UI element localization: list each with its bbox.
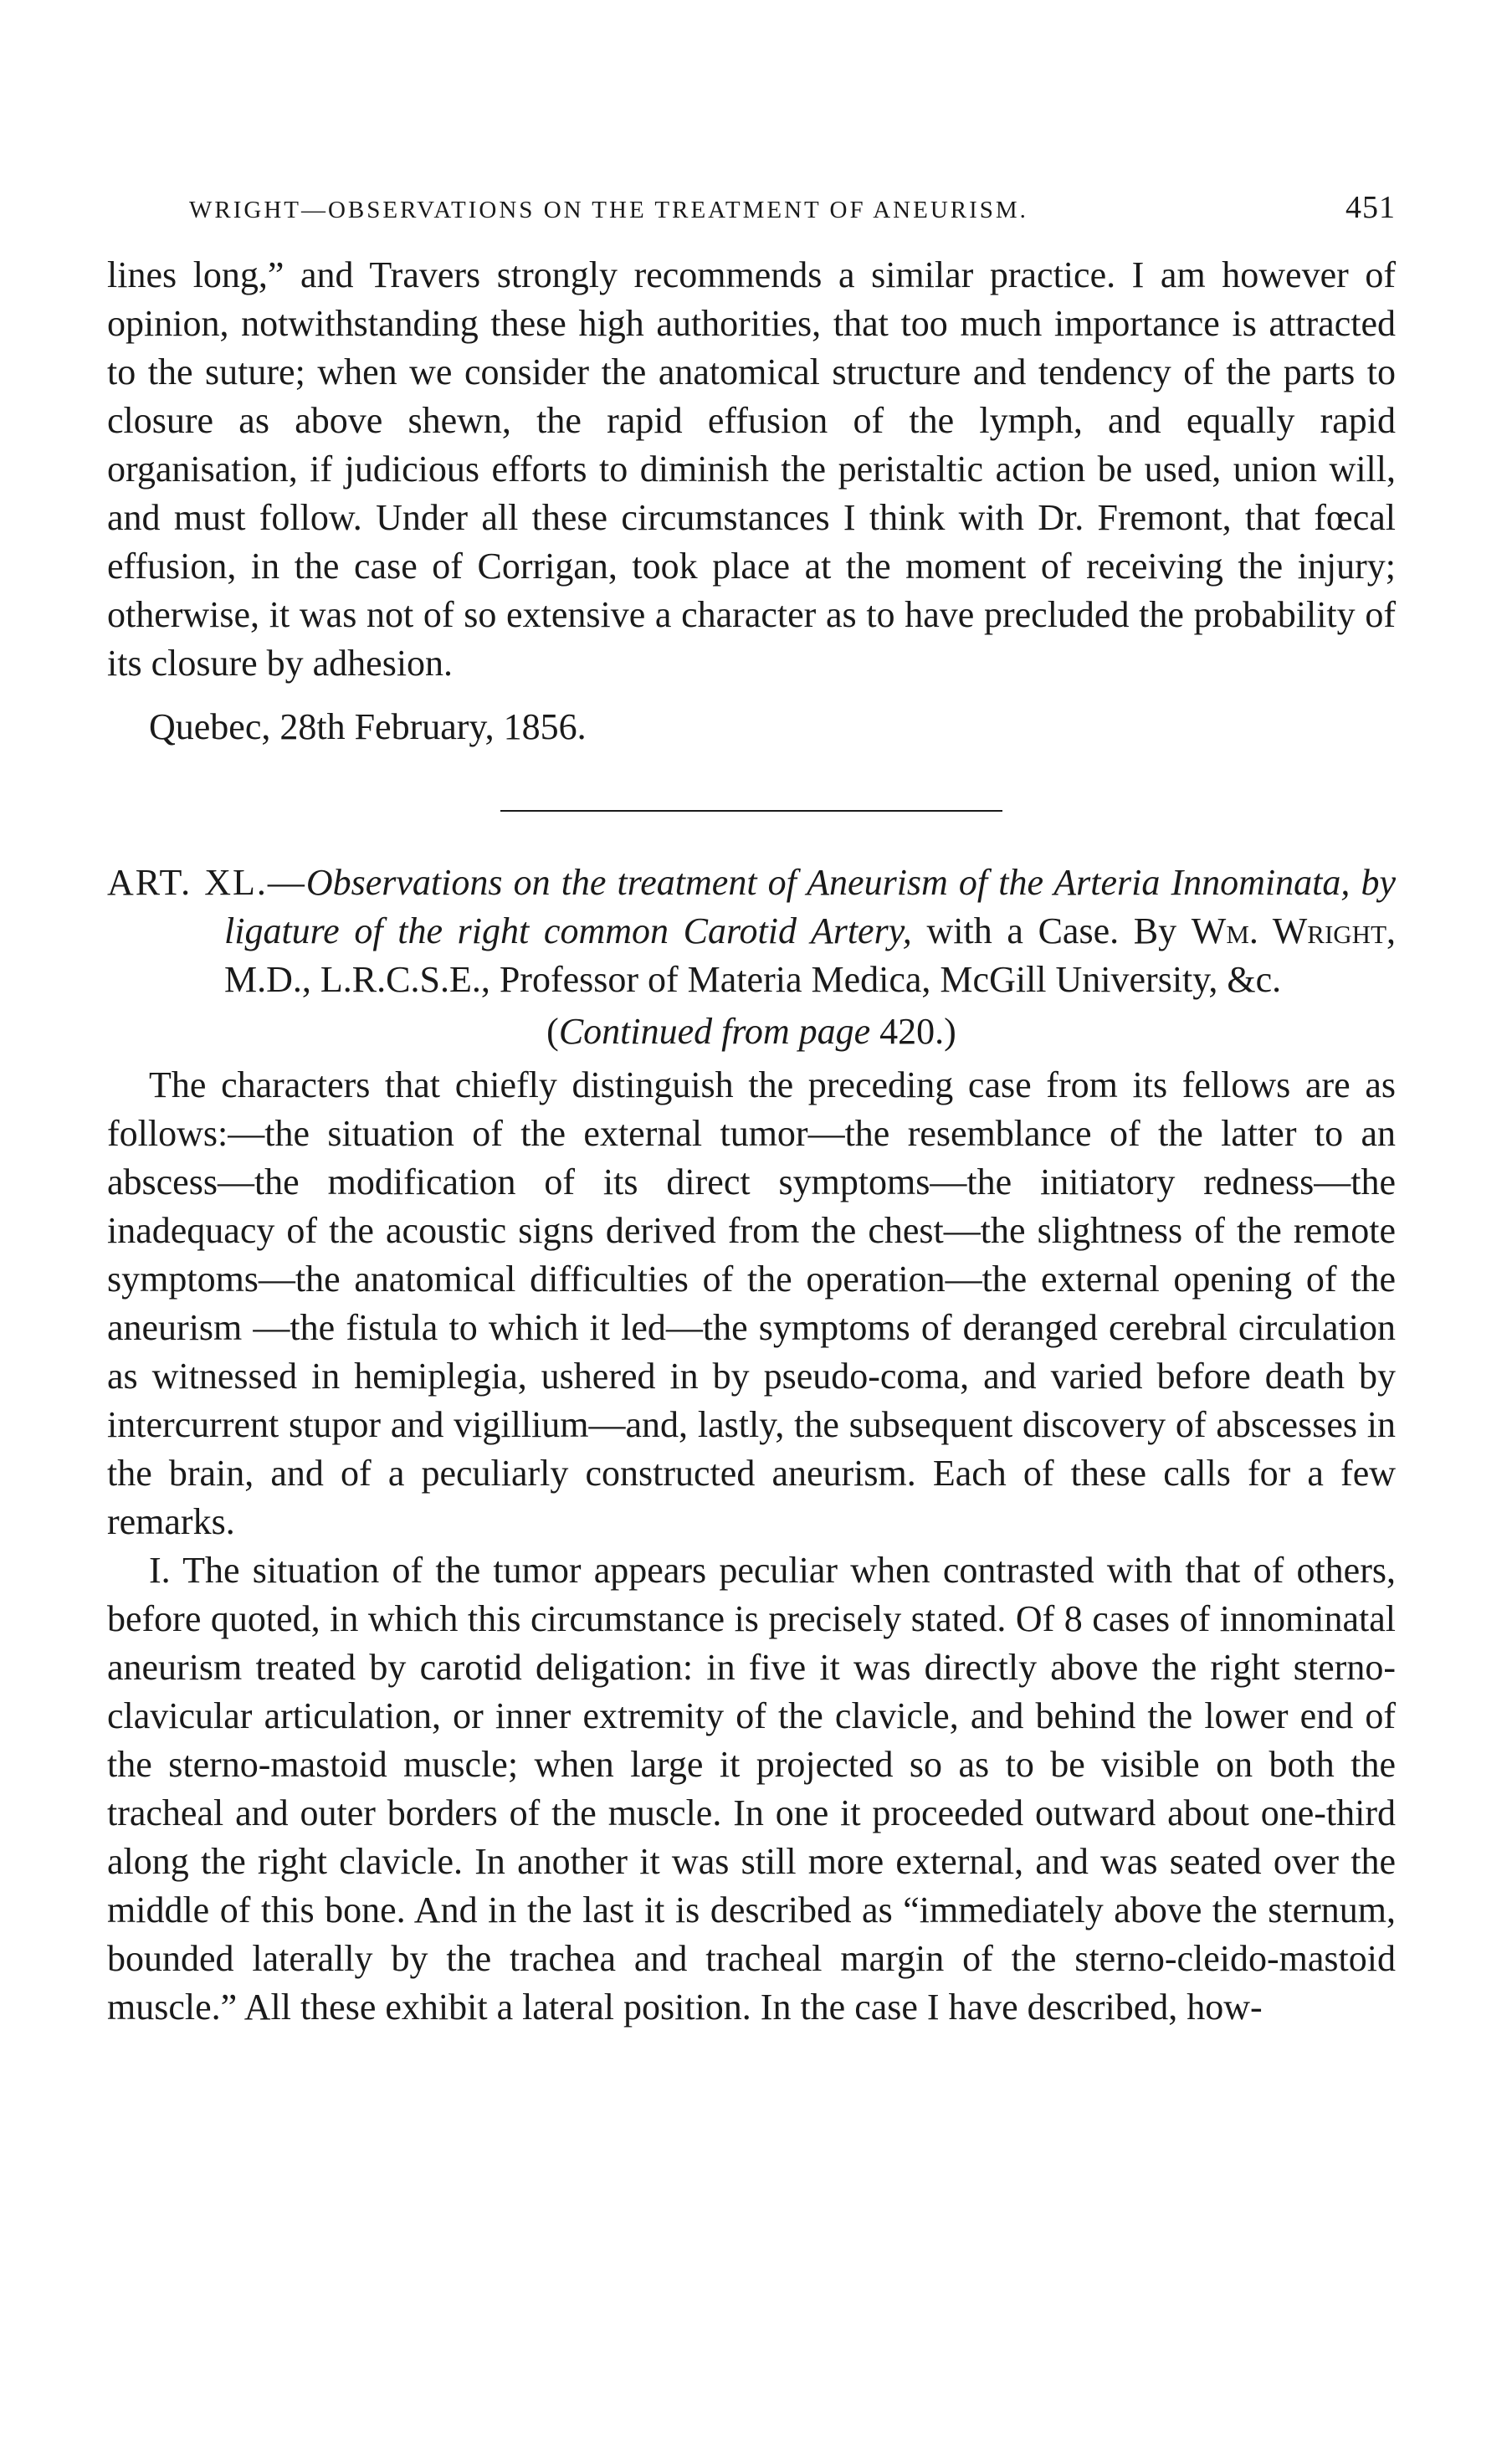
- continued-text: Continued from page: [558, 1011, 871, 1052]
- running-head-title: WRIGHT—OBSERVATIONS ON THE TREATMENT OF ANEURISM.: [189, 197, 1028, 223]
- dateline: Quebec, 28th February, 1856.: [149, 706, 587, 747]
- body-paragraph: I. The situation of the tumor appears peculiar when contrasted with that of others, before quoted, in which this circumstance is precisely stated. Of 8 cases of innominatal aneurism treated by carotid deligation: in five it was directly above the right sterno-clavicular articulation, or inner extremity of the clavicle, and behind the lower end of the sterno-mastoid muscle; when large it projected so as to be visible on both the tracheal and outer borders of the muscle. In one it proceeded outward about one-third along the right clavicle. In another it was still more external, and was seated over the middle of this bone. And in the last it is described as “immediately above the sternum, bounded laterally by the trachea and tracheal margin of the sterno-cleido-mastoid muscle.” All these exhibit a lateral position. In the case I have described, how-: [107, 1550, 1396, 2028]
- article-byline-pre: with a Case. By: [911, 910, 1192, 951]
- section-divider: [500, 810, 1002, 812]
- body-paragraph: The characters that chiefly distinguish the preceding case from its fellows are as follows:—the situation of the external tumor—the resemblance of the latter to an abscess—the modification of its direct symptoms—the initiatory redness—the inadequacy of the acoustic signs derived from the chest—the slightness of the remote symptoms—the anatomical difficulties of the operation—the external opening of the aneurism —the fistula to which it led—the symptoms of deranged cerebral circulation as witnessed in hemiplegia, ushered in by pseudo-coma, and varied before death by intercurrent stupor and vigillium—and, lastly, the subsequent discovery of abscesses in the brain, and of a peculiarly constructed aneurism. Each of these calls for a few remarks.: [107, 1064, 1396, 1542]
- article-title: Observations on the treatment of Aneurism of the Arteria Innominata, by ligature of the right common Carotid Artery,: [224, 862, 1396, 951]
- article-heading: [107, 859, 1396, 1004]
- continuation-paragraph: lines long,” and Travers strongly recommends a similar practice. I am however of opinion, notwithstanding these high authorities, that too much importance is attracted to the suture; when we consider the anatomical structure and tendency of the parts to closure as above shewn, the rapid effusion of the lymph, and equally rapid organisation, if judicious efforts to diminish the peristaltic action be used, union will, and must follow. Under all these circumstances I think with Dr. Fremont, that fœcal effusion, in the case of Corrigan, took place at the moment of receiving the injury; otherwise, it was not of so extensive a character as to have precluded the probability of its closure by adhesion.: [107, 254, 1396, 684]
- page: [107, 189, 1396, 2032]
- running-head: [107, 189, 1396, 226]
- continued-note: (Continued from page 420.): [546, 1011, 956, 1052]
- page-number: 451: [1345, 190, 1396, 225]
- continued-page: 420.: [879, 1011, 945, 1052]
- article-author: Wm. Wright: [1191, 910, 1387, 951]
- article-byline-post: , M.D., L.R.C.S.E., Professor of Materia Medica, McGill University, &c.: [224, 910, 1397, 1000]
- article-label: ART. XL.—: [107, 862, 306, 903]
